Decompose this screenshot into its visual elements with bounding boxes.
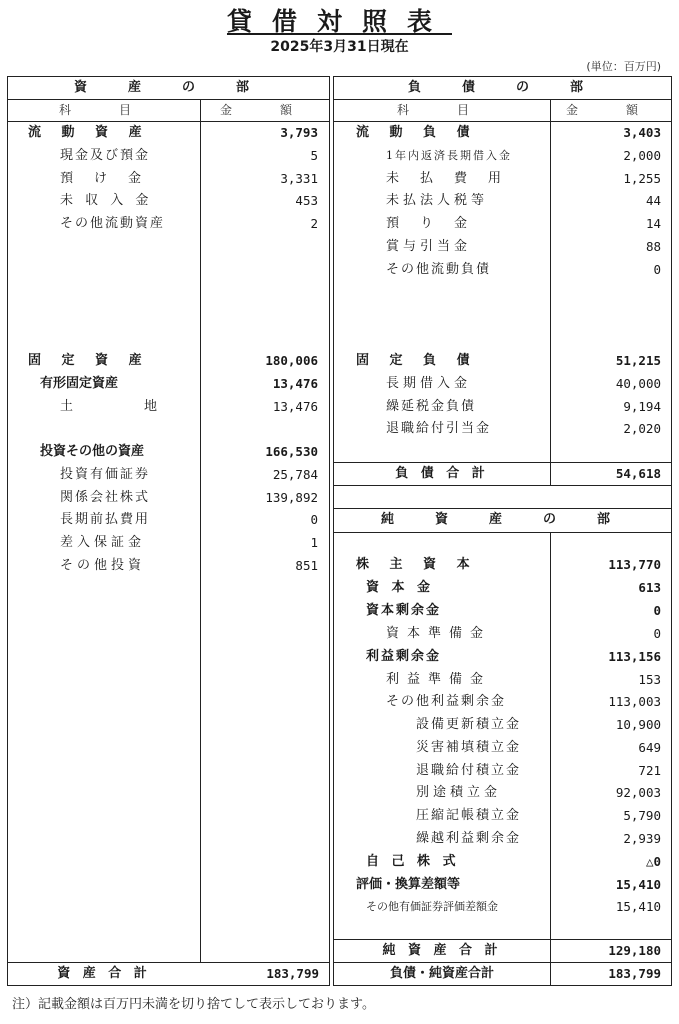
row-value: 14 xyxy=(645,216,661,231)
row-value: 0 xyxy=(653,262,661,277)
row-label: その他有価証券評価差額金 xyxy=(366,900,498,913)
grand-total-value: 183,799 xyxy=(608,966,661,981)
row-label: 有形固定資産 xyxy=(40,376,119,391)
row-label: 長期前払費用 xyxy=(60,512,151,527)
row-label: 固 定 資 産 xyxy=(28,353,150,368)
unit-label: (単位：百万円) xyxy=(586,60,661,73)
row-label: 利益準備金 xyxy=(386,672,492,687)
row-value: 51,215 xyxy=(615,353,661,368)
net-assets-row xyxy=(386,691,661,713)
row-value: 166,530 xyxy=(265,444,318,459)
assets-row xyxy=(60,532,318,554)
row-label: 資 本 金 xyxy=(366,580,435,595)
row-label: 設備更新積立金 xyxy=(416,717,522,732)
row-label: 評価・換算差額等 xyxy=(356,877,461,892)
liabilities-row xyxy=(386,259,661,281)
net-assets-row xyxy=(416,737,661,759)
row-value: 5,790 xyxy=(623,808,661,823)
assets-row xyxy=(60,509,318,531)
col-item-header: 科 目 xyxy=(58,103,149,117)
liabilities-row xyxy=(386,373,661,395)
net-assets-row xyxy=(386,623,661,645)
net-assets-total-label: 純 資 産 合 計 xyxy=(382,943,502,958)
net-assets-total-value: 129,180 xyxy=(608,943,661,958)
assets-row xyxy=(28,350,318,372)
row-label: 賞与引当金 xyxy=(386,239,472,254)
col-amount-header: 金 額 xyxy=(219,103,310,117)
row-label: その他利益剰余金 xyxy=(386,694,507,709)
row-value: 113,156 xyxy=(608,649,661,664)
assets-row xyxy=(40,441,318,463)
row-value: 3,793 xyxy=(280,125,318,140)
row-label: 未 収 入 金 xyxy=(60,193,153,208)
row-label: 退職給付引当金 xyxy=(386,421,492,436)
row-value: 851 xyxy=(295,558,318,573)
assets-panel xyxy=(7,76,330,986)
row-value: 2,020 xyxy=(623,421,661,436)
row-label: 現金及び預金 xyxy=(60,148,151,163)
row-value: 15,410 xyxy=(615,877,661,892)
row-value: 113,770 xyxy=(608,557,661,572)
row-label: 関係会社株式 xyxy=(60,490,151,505)
assets-row xyxy=(60,464,318,486)
grand-total-label: 負債・純資産合計 xyxy=(389,966,494,981)
assets-section-header: 資 産 の 部 xyxy=(8,77,329,99)
assets-row xyxy=(60,213,318,235)
row-value: 2,939 xyxy=(623,831,661,846)
net-assets-row xyxy=(416,828,661,850)
row-value: 15,410 xyxy=(615,899,661,914)
row-value: 180,006 xyxy=(265,353,318,368)
row-value: 2,000 xyxy=(623,148,661,163)
row-label: 繰越利益剰余金 xyxy=(416,831,522,846)
row-label: 1年内返済長期借入金 xyxy=(386,149,512,162)
row-value: 13,476 xyxy=(272,376,318,391)
row-label: 自 己 株 式 xyxy=(366,854,460,869)
row-label: 資本準備金 xyxy=(386,626,492,641)
net-assets-row xyxy=(366,577,661,599)
col-amount-header: 金 額 xyxy=(565,103,656,117)
row-value: 3,331 xyxy=(280,171,318,186)
liabilities-total-value-cell xyxy=(551,463,661,485)
net-assets-row xyxy=(416,782,661,804)
row-value: 0 xyxy=(653,626,661,641)
row-value: 13,476 xyxy=(272,399,318,414)
row-value: 44 xyxy=(645,193,661,208)
row-value: 0 xyxy=(653,603,661,618)
row-label: その他流動資産 xyxy=(60,216,166,231)
row-label: 未 払 費 用 xyxy=(386,171,506,186)
net-assets-section-header: 純 資 産 の 部 xyxy=(334,509,671,531)
row-value: 113,003 xyxy=(608,694,661,709)
document-title: 貸借対照表 xyxy=(226,7,452,36)
row-value: 88 xyxy=(645,239,661,254)
net-assets-row xyxy=(386,669,661,691)
row-value: 139,892 xyxy=(265,490,318,505)
row-label: 別途積立金 xyxy=(416,785,502,800)
row-label: 投資有価証券 xyxy=(60,467,151,482)
row-label: 固 定 負 債 xyxy=(356,353,478,368)
row-value: 153 xyxy=(638,672,661,687)
row-label: 株 主 資 本 xyxy=(356,557,478,572)
row-label: 差入保証金 xyxy=(60,535,146,550)
net-assets-total-value-cell xyxy=(551,940,661,962)
net-assets-row xyxy=(416,714,661,736)
net-assets-row xyxy=(356,554,661,576)
row-value: 1,255 xyxy=(623,171,661,186)
row-value: 721 xyxy=(638,763,661,778)
row-label: 流 動 資 産 xyxy=(28,125,150,140)
net-assets-row xyxy=(356,874,661,896)
row-value: 9,194 xyxy=(623,399,661,414)
row-value: 2 xyxy=(310,216,318,231)
row-value: 10,900 xyxy=(615,717,661,732)
row-label: その他流動負債 xyxy=(386,262,492,277)
assets-total-label: 資 産 合 計 xyxy=(57,966,151,981)
net-assets-total-label-cell xyxy=(334,940,550,962)
liabilities-total-value: 54,618 xyxy=(615,466,661,481)
row-value: 649 xyxy=(638,740,661,755)
net-assets-row xyxy=(416,805,661,827)
grand-total-value-cell xyxy=(551,963,661,985)
row-label: 長期借入金 xyxy=(386,376,472,391)
row-label: 預 り 金 xyxy=(386,216,472,231)
liabilities-row xyxy=(356,350,661,372)
row-value: 1 xyxy=(310,535,318,550)
net-assets-row xyxy=(366,896,661,918)
net-assets-row xyxy=(366,646,661,668)
row-label: 投資その他の資産 xyxy=(40,444,145,459)
divider xyxy=(334,485,671,486)
grand-total-label-cell xyxy=(334,963,550,985)
assets-row xyxy=(28,122,318,144)
divider xyxy=(334,532,671,533)
row-value: 453 xyxy=(295,193,318,208)
assets-row xyxy=(60,190,318,212)
row-label: 流 動 負 債 xyxy=(356,125,478,140)
net-assets-row xyxy=(366,851,661,873)
net-assets-row xyxy=(416,760,661,782)
liabilities-panel xyxy=(333,76,672,986)
liabilities-row xyxy=(356,122,661,144)
assets-row xyxy=(60,168,318,190)
liabilities-section-header: 負 債 の 部 xyxy=(334,77,671,99)
row-label: 災害補填積立金 xyxy=(416,740,522,755)
assets-row xyxy=(60,145,318,167)
net-assets-row xyxy=(366,600,661,622)
row-value: 92,003 xyxy=(615,785,661,800)
assets-row xyxy=(60,555,318,577)
liabilities-total-label: 負 債 合 計 xyxy=(395,466,489,481)
footnote: 注）記載金額は百万円未満を切り捨てして表示しております。 xyxy=(12,997,375,1012)
row-label: 退職給付積立金 xyxy=(416,763,522,778)
assets-total-label-cell xyxy=(8,963,200,985)
row-value: 0 xyxy=(310,512,318,527)
liabilities-row xyxy=(386,168,661,190)
as-of-date: 2025年3月31日現在 xyxy=(270,39,409,55)
row-label: 預 け 金 xyxy=(60,171,146,186)
liabilities-row xyxy=(386,145,661,167)
row-value: △0 xyxy=(645,854,661,869)
assets-row xyxy=(40,373,318,395)
liabilities-row xyxy=(386,396,661,418)
row-label: 利益剰余金 xyxy=(366,649,442,664)
liabilities-row xyxy=(386,190,661,212)
liabilities-row xyxy=(386,418,661,440)
assets-total-value: 183,799 xyxy=(266,966,319,981)
row-value: 5 xyxy=(310,148,318,163)
row-value: 25,784 xyxy=(272,467,318,482)
row-value: 613 xyxy=(638,580,661,595)
row-value: 3,403 xyxy=(623,125,661,140)
row-label: 土 地 xyxy=(60,399,166,414)
row-value: 40,000 xyxy=(615,376,661,391)
liabilities-row xyxy=(386,213,661,235)
assets-row xyxy=(60,396,318,418)
assets-total-value-cell xyxy=(201,963,319,985)
row-label: 資本剰余金 xyxy=(366,603,442,618)
liabilities-total-label-cell xyxy=(334,463,550,485)
row-label: 未払法人税等 xyxy=(386,193,489,208)
row-label: 繰延税金負債 xyxy=(386,399,477,414)
assets-row xyxy=(60,487,318,509)
row-label: 圧縮記帳積立金 xyxy=(416,808,522,823)
liabilities-row xyxy=(386,236,661,258)
row-label: その他投資 xyxy=(60,558,146,573)
col-item-header: 科 目 xyxy=(396,103,487,117)
